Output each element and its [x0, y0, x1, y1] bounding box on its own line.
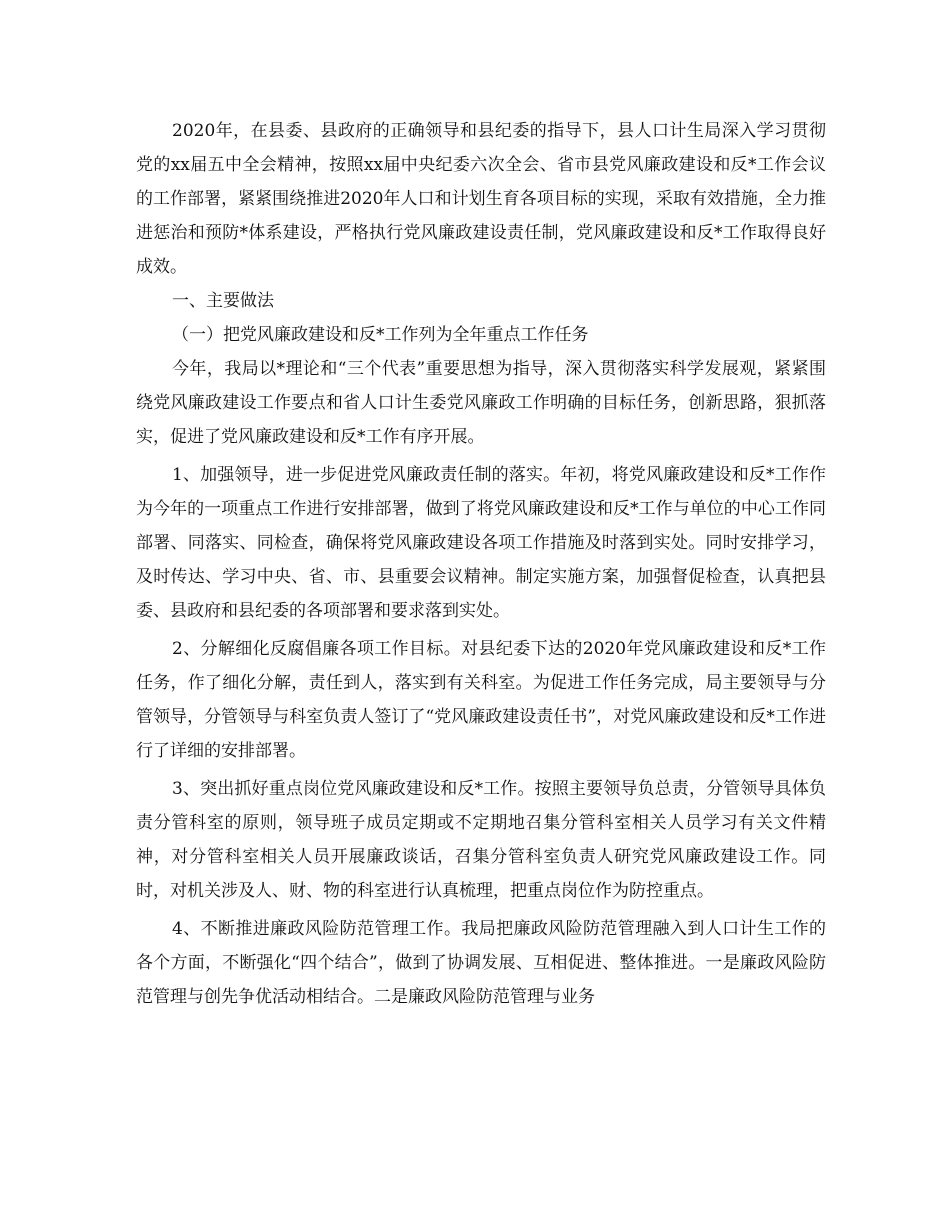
section-heading: 一、主要做法	[172, 291, 274, 311]
body-paragraph: 今年，我局以*理论和“三个代表”重要思想为指导，深入贯彻落实科学发展观，紧紧围绕党风廉政建设工作要点和省人口计生委党风廉政工作明确的目标任务，创新思路，狠抓落实，促进了党风廉政建设和反*工作有序开展。	[136, 359, 826, 447]
body-paragraph: 2、分解细化反腐倡廉各项工作目标。对县纪委下达的2020年党风廉政建设和反*工作任务，作了细化分解，责任到人，落实到有关科室。为促进工作任务完成，局主要领导与分管领导，分管领导与科室负责人签订了“党风廉政建设责任书”，对党风廉政建设和反*工作进行了详细的安排部署。	[136, 639, 826, 761]
body-paragraph: 1、加强领导，进一步促进党风廉政责任制的落实。年初，将党风廉政建设和反*工作作为今年的一项重点工作进行安排部署，做到了将党风廉政建设和反*工作与单位的中心工作同部署、同落实、同检查，确保将党风廉政建设各项工作措施及时落到实处。同时安排学习，及时传达、学习中央、省、市、县重要会议精神。制定实施方案，加强督促检查，认真把县委、县政府和县纪委的各项部署和要求落到实处。	[136, 465, 826, 621]
subsection-heading: （一）把党风廉政建设和反*工作列为全年重点工作任务	[172, 325, 589, 345]
intro-paragraph: 2020年，在县委、县政府的正确领导和县纪委的指导下，县人口计生局深入学习贯彻党的xx届五中全会精神，按照xx届中央纪委六次全会、省市县党风廉政建设和反*工作会议的工作部署，紧紧围绕推进2020年人口和计划生育各项目标的实现，采取有效措施，全力推进惩治和预防*体系建设，严格执行党风廉政建设责任制，党风廉政建设和反*工作取得良好成效。	[136, 121, 826, 277]
body-paragraph: 4、不断推进廉政风险防范管理工作。我局把廉政风险防范管理融入到人口计生工作的各个方面，不断强化“四个结合”，做到了协调发展、互相促进、整体推进。一是廉政风险防范管理与创先争优活动相结合。二是廉政风险防范管理与业务	[136, 919, 826, 1007]
document-body	[136, 114, 826, 1014]
body-paragraph: 3、突出抓好重点岗位党风廉政建设和反*工作。按照主要领导负总责，分管领导具体负责分管科室的原则，领导班子成员定期或不定期地召集分管科室相关人员学习有关文件精神，对分管科室相关人员开展廉政谈话，召集分管科室负责人研究党风廉政建设工作。同时，对机关涉及人、财、物的科室进行认真梳理，把重点岗位作为防控重点。	[136, 779, 826, 901]
